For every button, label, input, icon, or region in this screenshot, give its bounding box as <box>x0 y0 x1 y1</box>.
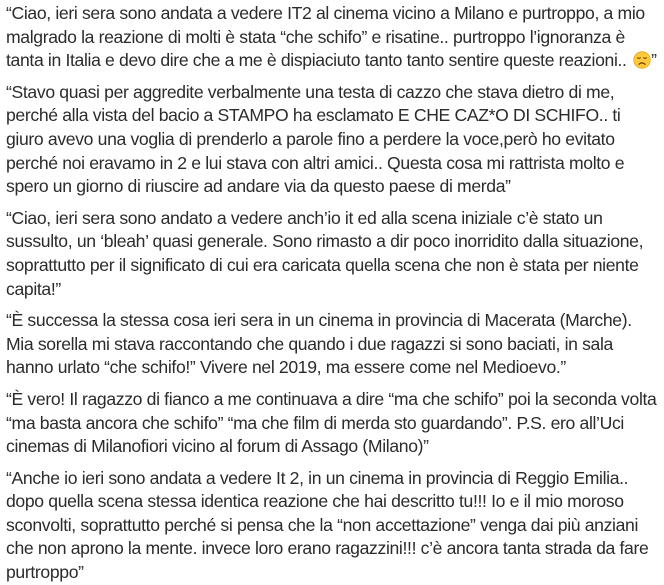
comment-text: “Ciao, ieri sera sono andato a vedere anch’io it ed alla scena iniziale c’è stato un sussulto, un ‘bleah’ quasi generale. Sono rimasto a dir poco inorridito dalla situazione, soprattutto per il significato di cui era caricata quella scena che non è stata per niente capita!” <box>6 207 644 299</box>
comment-text: “Stavo quasi per aggredite verbalmente una testa di cazzo che stava dietro di me, perché alla vista del bacio a STAMPO ha esclamato E CHE CAZ*O DI SCHIFO.. ti giuro avevo una voglia di prenderlo a parole fino a perdere la voce,però ho evitato perché noi eravamo in 2 e lui stava con altri amici.. Questa cosa mi rattrista molto e spero un giorno di riuscire ad andare via da questo paese di merda” <box>6 81 625 197</box>
comment-4 <box>6 309 658 380</box>
comment-6 <box>6 467 658 585</box>
comment-3 <box>6 207 658 301</box>
comment-1 <box>6 2 658 73</box>
comment-2 <box>6 81 658 199</box>
comment-5 <box>6 388 658 459</box>
comment-text: “Ciao, ieri sera sono andata a vedere IT2 al cinema vicino a Milano e purtroppo, a mio malgrado la reazione di molti è stata “che schifo” e risatine.. purtroppo l’ignoranza è tanta in Italia e devo dire che a me è dispiaciuto tanto tanto sentire queste reazioni.. <box>6 3 645 71</box>
comment-text: “È successa la stessa cosa ieri sera in un cinema in provincia di Macerata (Marche). Mia sorella mi stava raccontando che quando i due ragazzi si sono baciati, in sala hanno urlato “che schifo!” Vivere nel 2019, ma essere come nel Medioevo.” <box>6 310 632 378</box>
comment-text: “È vero! Il ragazzo di fianco a me continuava a dire “ma che schifo” poi la seconda volta “ma basta ancora che schifo” “ma che film di merda sto guardando”. P.S. ero all’Uci cinemas di Milanofiori vicino al forum di Assago (Milano)” <box>6 388 657 457</box>
comment-text: “Anche io ieri sono andata a vedere It 2, in un cinema in provincia di Reggio Emilia.. dopo quella scena stessa identica reazione che hai descritto tu!!! Io e il mio moroso sconvolti, soprattutto perché si pensa che la “non accettazione” venga dai più anziani che non aprono la mente. invece loro erano ragazzini!!! c’è ancora tanta strada da fare purtroppo” <box>6 467 649 583</box>
comment-closing-quote: ” <box>651 50 657 71</box>
disappointed-face-icon <box>633 51 651 69</box>
